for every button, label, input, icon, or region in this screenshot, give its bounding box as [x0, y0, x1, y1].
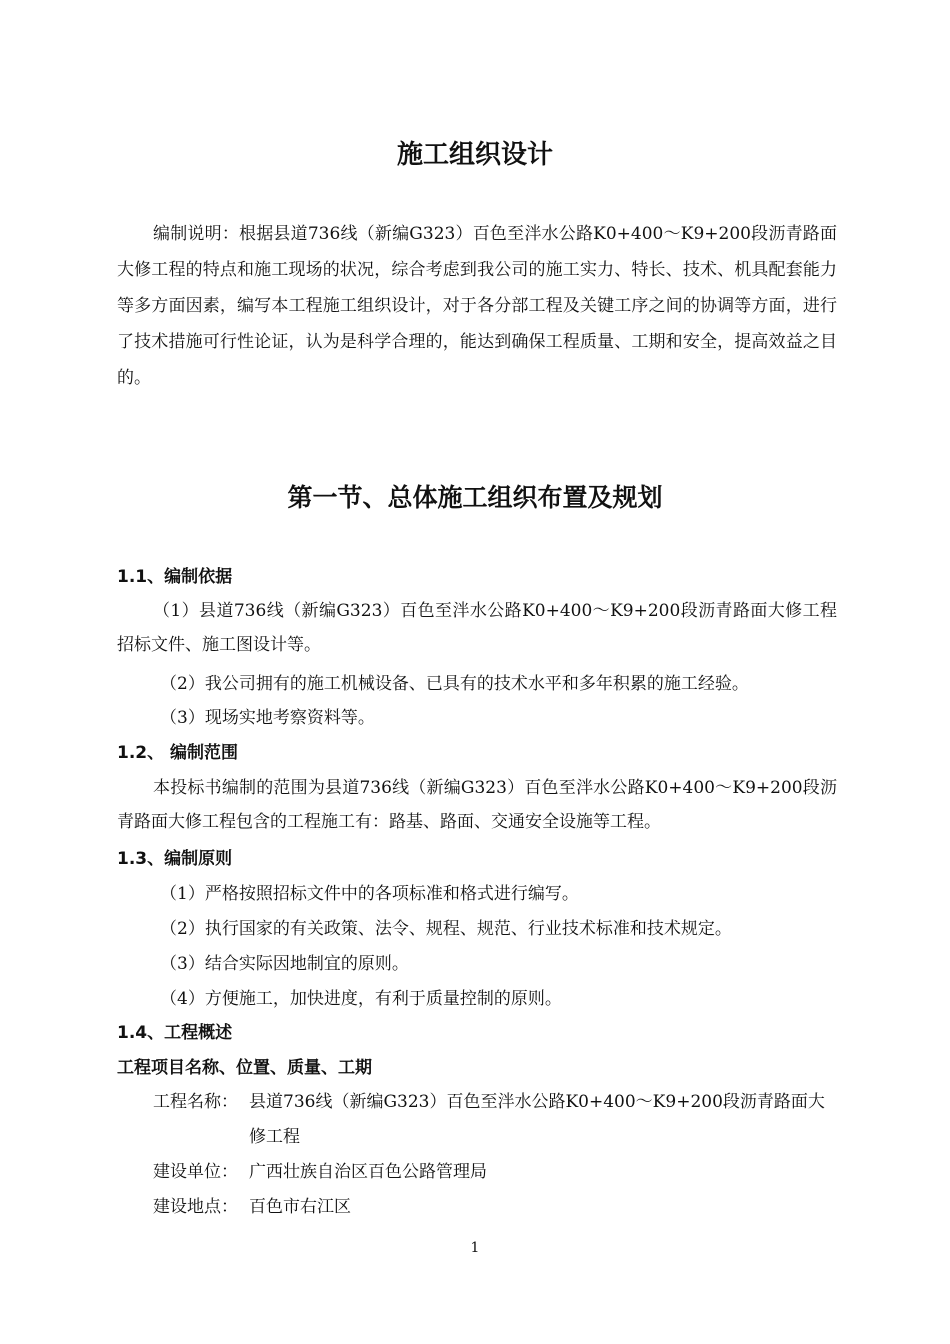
s1-3-item-2: （2）执行国家的有关政策、法令、规程、规范、行业技术标准和技术规定。	[160, 919, 732, 939]
owner-label: 建设单位：	[153, 1162, 238, 1182]
location-label: 建设地点：	[153, 1197, 238, 1217]
s1-1-item-1: （1）县道736线（新编G323）百色至泮水公路K0+400～K9+200段沥青路面大修工程招标文件、施工图设计等。	[117, 601, 837, 655]
heading-1-3: 1.3、编制原则	[117, 849, 233, 869]
section-title: 第一节、总体施工组织布置及规划	[287, 483, 663, 512]
document-title: 施工组织设计	[396, 140, 553, 170]
project-name-value-line2: 修工程	[249, 1127, 300, 1147]
s1-1-item-3: （3）现场实地考察资料等。	[160, 708, 375, 728]
heading-1-4: 1.4、工程概述	[117, 1023, 233, 1043]
intro-paragraph: 编制说明：根据县道736线（新编G323）百色至泮水公路K0+400～K9+200段沥青路面大修工程的特点和施工现场的状况，综合考虑到我公司的施工实力、特长、技术、机具配套能力等多方面因素，编写本工程施工组织设计，对于各分部工程及关键工序之间的协调等方面，进行了技术措施可行性论证，认为是科学合理的，能达到确保工程质量、工期和安全，提高效益之目的。	[117, 224, 837, 388]
s1-3-item-4: （4）方便施工，加快进度，有利于质量控制的原则。	[160, 989, 562, 1009]
project-name-label: 工程名称：	[153, 1092, 238, 1112]
heading-1-1: 1.1、编制依据	[117, 567, 233, 587]
subheading-project-info: 工程项目名称、位置、质量、工期	[117, 1058, 372, 1078]
owner-value: 广西壮族自治区百色公路管理局	[249, 1162, 487, 1182]
s1-3-item-1: （1）严格按照招标文件中的各项标准和格式进行编写。	[160, 884, 579, 904]
project-name-value-line1: 县道736线（新编G323）百色至泮水公路K0+400～K9+200段沥青路面大	[249, 1092, 825, 1112]
s1-1-item-2: （2）我公司拥有的施工机械设备、已具有的技术水平和多年积累的施工经验。	[160, 674, 749, 694]
location-value: 百色市右江区	[249, 1197, 351, 1217]
heading-1-2: 1.2、 编制范围	[117, 743, 239, 763]
s1-3-item-3: （3）结合实际因地制宜的原则。	[160, 954, 409, 974]
page-number: 1	[470, 1240, 480, 1256]
s1-2-body: 本投标书编制的范围为县道736线（新编G323）百色至泮水公路K0+400～K9+200段沥青路面大修工程包含的工程施工有：路基、路面、交通安全设施等工程。	[117, 778, 837, 832]
